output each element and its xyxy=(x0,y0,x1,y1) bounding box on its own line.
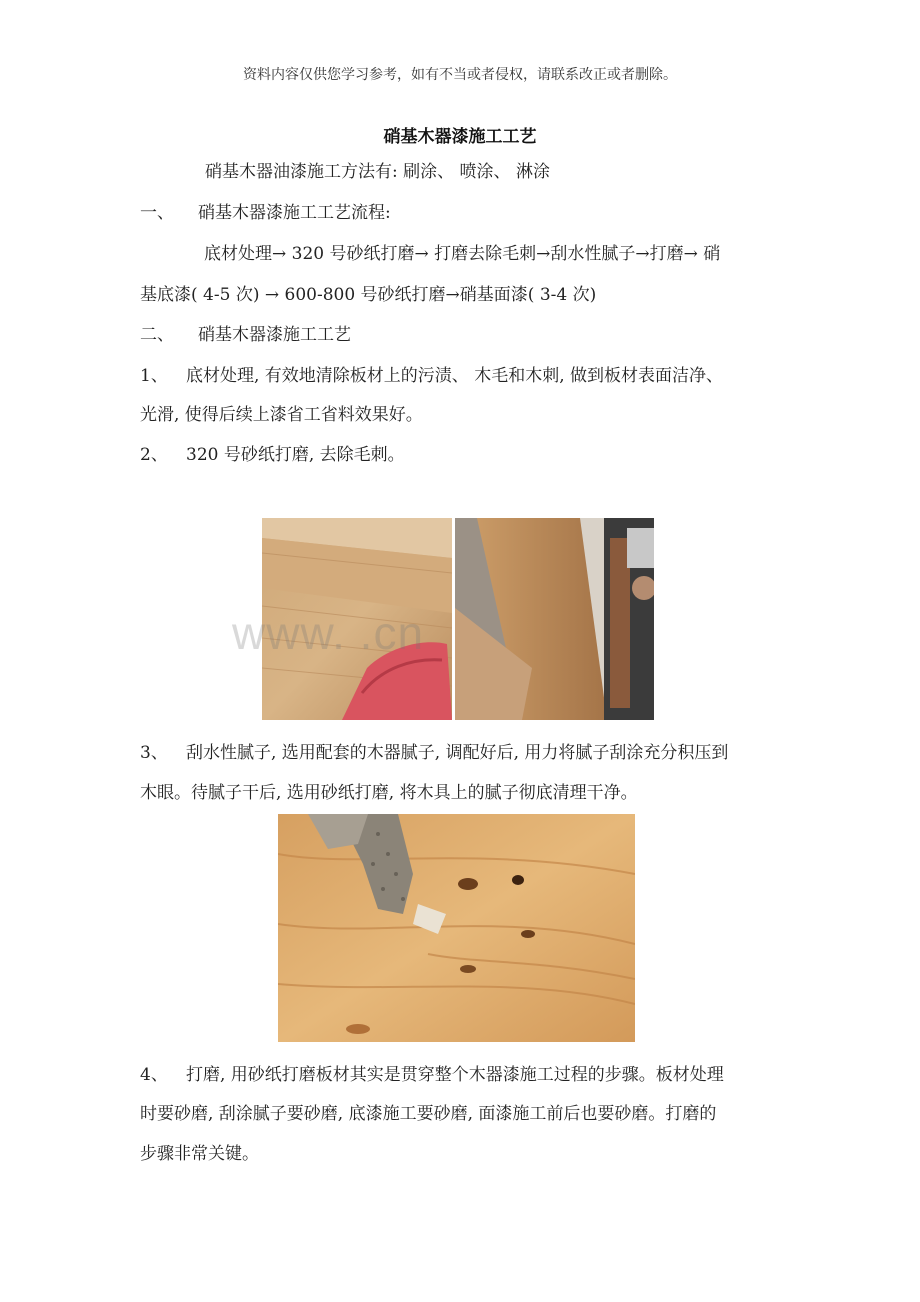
step4-line2: 时要砂磨, 刮涂腻子要砂磨, 底漆施工要砂磨, 面漆施工前后也要砂磨。打磨的 xyxy=(140,1104,717,1124)
step1-text-1: 底材处理, 有效地清除板材上的污渍、 木毛和木刺, 做到板材表面洁净、 xyxy=(186,366,724,386)
step3-number: 3、 xyxy=(140,743,168,763)
step4-line3: 步骤非常关键。 xyxy=(140,1144,259,1164)
section1-number: 一、 xyxy=(140,203,174,223)
section2-heading-text: 硝基木器漆施工工艺 xyxy=(198,325,351,345)
step1-line1 xyxy=(140,364,723,388)
step3-line2: 木眼。待腻子干后, 选用砂纸打磨, 将木具上的腻子彻底清理干净。 xyxy=(140,783,638,803)
photo-putty xyxy=(278,814,635,1042)
watermark: www. .cn xyxy=(232,607,425,659)
section1-heading-text: 硝基木器漆施工工艺流程: xyxy=(198,203,391,223)
section2-number: 二、 xyxy=(140,325,174,345)
step4-number: 4、 xyxy=(140,1065,168,1085)
step3-text-1: 刮水性腻子, 选用配套的木器腻子, 调配好后, 用力将腻子刮涂充分积压到 xyxy=(186,743,729,763)
step1-number: 1、 xyxy=(140,366,168,386)
step2-number: 2、 xyxy=(140,445,168,465)
step4-text-1: 打磨, 用砂纸打磨板材其实是贯穿整个木器漆施工过程的步骤。板材处理 xyxy=(186,1065,724,1085)
step1-line2: 光滑, 使得后续上漆省工省料效果好。 xyxy=(140,405,423,425)
step2-text-1: 320 号砂纸打磨, 去除毛刺。 xyxy=(186,445,405,465)
flow-line-1: 底材处理→ 320 号砂纸打磨→ 打磨去除毛刺→刮水性腻子→打磨→ 硝 xyxy=(204,244,721,264)
header-note: 资料内容仅供您学习参考，如有不当或者侵权，请联系改正或者删除。 xyxy=(243,67,677,83)
photo-putty-image xyxy=(278,814,635,1042)
step4-line1 xyxy=(140,1063,724,1087)
section2-heading xyxy=(140,323,351,347)
section1-heading xyxy=(140,201,391,225)
intro-text: 硝基木器油漆施工方法有: 刷涂、 喷涂、 淋涂 xyxy=(205,162,550,182)
step3-line1 xyxy=(140,741,728,765)
step2-line1 xyxy=(140,443,405,467)
flow-line-2: 基底漆( 4-5 次) → 600-800 号砂纸打磨→硝基面漆( 3-4 次) xyxy=(140,285,597,305)
document-title: 硝基木器漆施工工艺 xyxy=(383,127,537,147)
